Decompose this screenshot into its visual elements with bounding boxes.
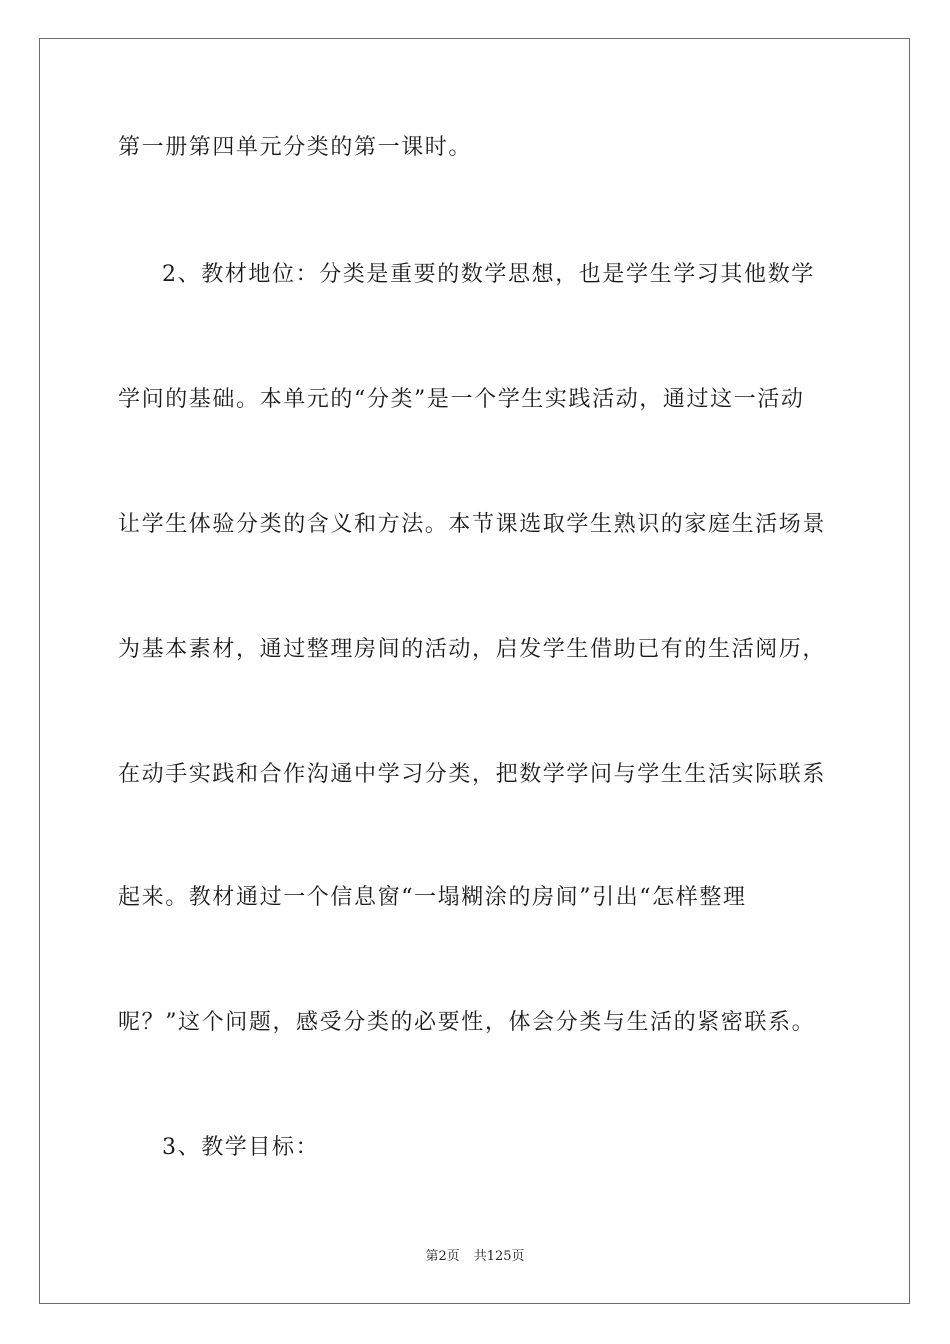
text-line-8: 呢？”这个问题，感受分类的必要性，体会分类与生活的紧密联系。: [118, 1010, 816, 1035]
text-line-4: 让学生体验分类的含义和方法。本节课选取学生熟识的家庭生活场景: [118, 512, 827, 537]
text-line-2: 2、教材地位：分类是重要的数学思想，也是学生学习其他数学: [162, 262, 815, 287]
text-line-1: 第一册第四单元分类的第一课时。: [118, 135, 473, 160]
page-number-current: 第2页: [425, 1249, 460, 1264]
text-line-6: 在动手实践和合作沟通中学习分类，把数学学问与学生生活实际联系: [118, 762, 827, 787]
page-footer: [0, 1248, 950, 1266]
page-border: [39, 38, 910, 1304]
text-line-3: 学问的基础。本单元的“分类”是一个学生实践活动，通过这一活动: [118, 387, 805, 412]
text-line-7: 起来。教材通过一个信息窗“一塌糊涂的房间”引出“怎样整理: [118, 885, 747, 910]
page-number-total: 共125页: [473, 1249, 525, 1264]
text-line-9: 3、教学目标：: [162, 1135, 320, 1160]
text-line-5: 为基本素材，通过整理房间的活动，启发学生借助已有的生活阅历，: [118, 637, 827, 662]
